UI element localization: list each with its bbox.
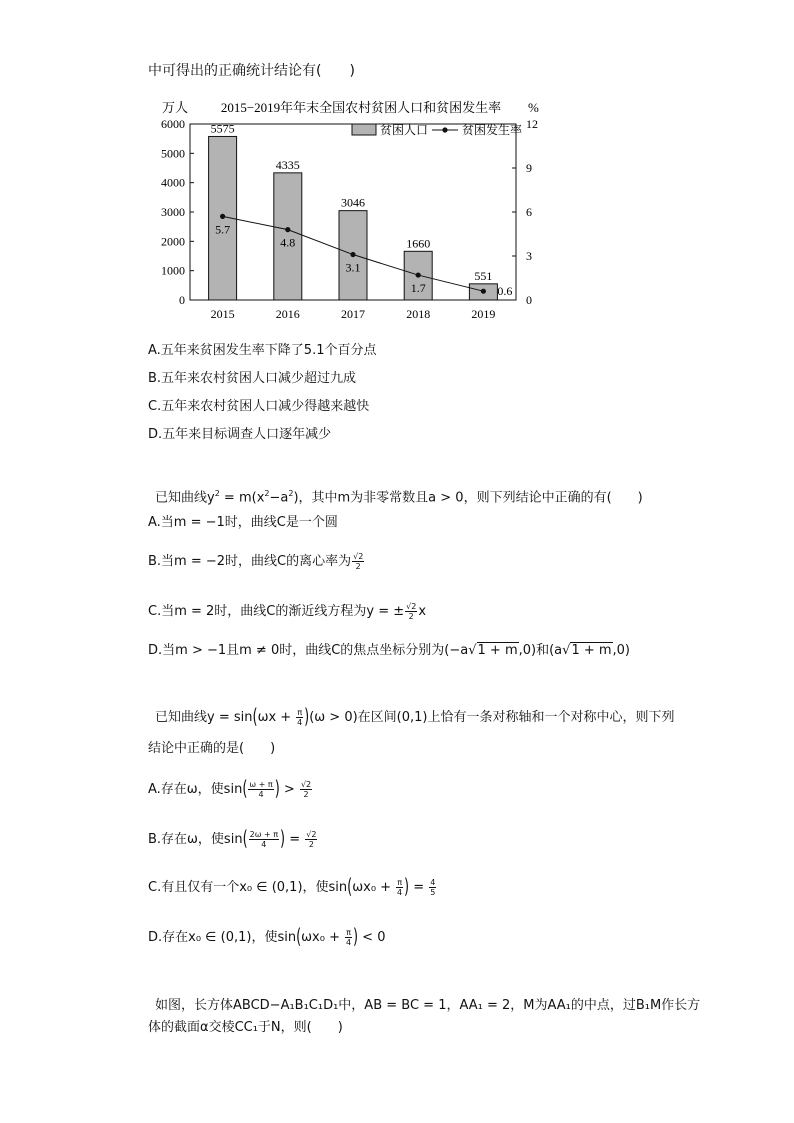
q1-option-d: D.五年来目标调查人口逐年减少 [148, 427, 332, 442]
q3-stem: 已知曲线y = sin(ωx + $\frac{\pi}{4}$ )(ω > 0)在区间(0,1)上恰有一条对称轴和一个对称中心，则下列 [155, 705, 675, 730]
q1-option-a: A.五年来贫困发生率下降了5.1个百分点 [148, 343, 377, 358]
y-left-tick-label: 0 [179, 293, 185, 307]
rate-label-2018: 1.7 [410, 281, 426, 296]
y-left-tick-label: 3000 [161, 205, 185, 219]
bar-label-2016: 4335 [275, 157, 300, 172]
rate-label-2019: 0.6 [497, 284, 513, 299]
q1-option-c: C.五年来农村贫困人口减少得越来越快 [148, 399, 370, 414]
rate-point-2015 [220, 214, 225, 219]
x-tick-label-2016: 2016 [275, 307, 300, 321]
legend-bar-swatch [352, 124, 376, 135]
y-left-unit: 万人 [162, 100, 189, 115]
q3-stem-line2: 结论中正确的是( ) [148, 741, 276, 756]
q3-option-b: B.存在ω，使sin( $\frac{2\omega + \pi}{4}$ ) = $\frac{√2}{2}$ [148, 827, 317, 852]
poverty-chart [150, 96, 550, 322]
rate-point-2016 [285, 227, 290, 232]
q3-option-c: C.有且仅有一个x₀ ∈ (0,1)，使sin(ωx₀ + $\frac{\pi}{4}$ ) = $\frac{4}{5}$ [148, 875, 436, 900]
y-left-tick-label: 1000 [161, 263, 185, 278]
bar-label-2017: 3046 [341, 195, 365, 210]
x-tick-label-2018: 2018 [406, 307, 431, 321]
rate-point-2019 [481, 289, 486, 294]
q2-option-b: B.当m = −2时，曲线C的离心率为 $\frac{√2}{2}$ [148, 552, 364, 571]
q2-stem: 已知曲线$y^2 = m(x^2-a^2)$，其中m为非零常数且a > 0，则下列结论中正确的有( ) [155, 489, 643, 506]
y-right-tick-label: 3 [526, 249, 532, 263]
x-tick-label-2017: 2017 [341, 307, 365, 321]
q4-stem-line2: 体的截面α交棱CC₁于N，则( ) [148, 1020, 343, 1035]
q2-option-d: D.当m > −1且m ≠ 0时，曲线C的焦点坐标分别为(−a√1 + m,0)和(a√1 + m,0) [148, 643, 631, 658]
y-left-tick-label: 6000 [161, 117, 185, 131]
bar-label-2015: 5575 [210, 121, 235, 136]
q2-option-c: C.当m = 2时，曲线C的渐近线方程为y = ± $\frac{√2}{2}$ x [148, 602, 427, 621]
x-tick-label-2019: 2019 [471, 307, 496, 321]
legend-line-marker [442, 127, 447, 132]
legend-line-label: 贫困发生率 [462, 123, 523, 137]
q4-stem-line1: 如图，长方体ABCD−A₁B₁C₁D₁中，AB = BC = 1，AA₁ = 2，M为AA₁的中点，过B₁M作长方 [155, 998, 701, 1013]
chart-title: 2015−2019年年末全国农村贫困人口和贫困发生率 [220, 100, 502, 115]
q3-option-a: A.存在ω，使sin( $\frac{\omega + \pi}{4}$ ) > $\frac{√2}{2}$ [148, 777, 312, 802]
y-right-unit: % [528, 100, 539, 115]
q2-option-a: A.当m = −1时，曲线C是一个圆 [148, 515, 338, 530]
question-intro: 中可得出的正确统计结论有( ) [148, 63, 355, 79]
q1-option-b: B.五年来农村贫困人口减少超过九成 [148, 371, 357, 386]
y-right-tick-label: 0 [526, 293, 532, 307]
y-right-tick-label: 6 [526, 205, 532, 219]
rate-label-2017: 3.1 [345, 260, 361, 275]
y-left-tick-label: 2000 [161, 234, 185, 249]
rate-point-2018 [416, 272, 421, 277]
y-left-tick-label: 5000 [161, 146, 185, 161]
legend-bar-label: 贫困人口 [380, 123, 429, 137]
y-right-tick-label: 9 [526, 161, 532, 175]
y-left-tick-label: 4000 [161, 175, 185, 190]
bar-label-2019: 551 [474, 268, 493, 283]
x-tick-label-2015: 2015 [210, 307, 235, 321]
q3-option-d: D.存在x₀ ∈ (0,1)，使sin(ωx₀ + $\frac{\pi}{4}$ ) < 0 [148, 925, 386, 950]
rate-label-2015: 5.7 [215, 222, 231, 237]
bar-label-2018: 1660 [406, 236, 431, 251]
rate-point-2017 [350, 252, 355, 257]
rate-label-2016: 4.8 [280, 235, 296, 250]
y-right-tick-label: 12 [526, 117, 538, 131]
